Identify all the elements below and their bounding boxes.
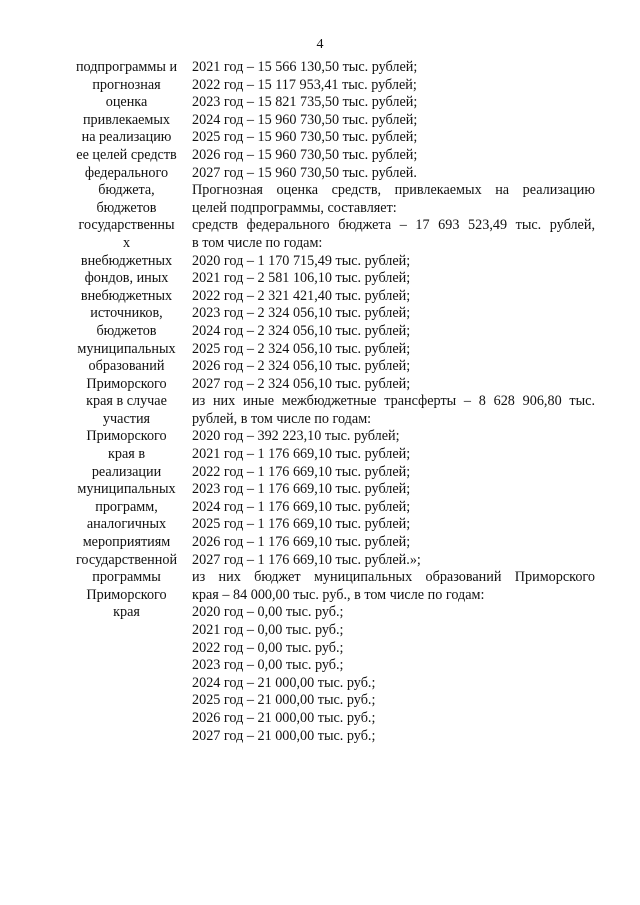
right-column-line: 2027 год – 1 176 669,10 тыс. рублей.»; [192,551,421,568]
right-column-line: 2021 год – 2 581 106,10 тыс. рублей; [192,270,411,287]
right-column-line: 2022 год – 0,00 тыс. руб.; [192,639,344,656]
left-column-line: края [113,604,140,621]
right-column-line: 2026 год – 15 960 730,50 тыс. рублей; [192,146,418,163]
left-column-line: привлекаемых [82,111,171,128]
right-column-line: 2024 год – 21 000,00 тыс. руб.; [192,674,376,691]
left-column-line: программы [92,569,161,586]
left-column-line: Приморского [86,375,167,392]
left-column-line: прогнозная [92,76,161,93]
right-column-line: рублей, в том числе по годам: [192,410,372,427]
left-column-line: аналогичных [86,516,167,533]
right-column-line: 2025 год – 15 960 730,50 тыс. рублей; [192,129,418,146]
left-column-line: Приморского [86,428,167,445]
left-column-line: бюджета, [98,182,155,199]
right-column-line: 2021 год – 1 176 669,10 тыс. рублей; [192,446,411,463]
left-column-line: государственны [78,217,175,234]
right-column-line: 2023 год – 1 176 669,10 тыс. рублей; [192,481,411,498]
page-number: 4 [316,37,324,52]
left-column-line: бюджетов [96,199,157,216]
left-column-line: источников, [90,305,163,322]
left-column-label [68,59,185,622]
left-column-line: муниципальных [77,340,176,357]
right-column-line: 2025 год – 1 176 669,10 тыс. рублей; [192,516,411,533]
left-column-line: бюджетов [96,322,157,339]
right-column-line: края – 84 000,00 тыс. руб., в том числе по годам: [192,586,485,603]
left-column-line: программ, [95,498,158,515]
right-column-line: целей подпрограммы, составляет: [192,199,397,216]
right-column-line: 2024 год – 1 176 669,10 тыс. рублей; [192,498,411,515]
left-column-line: реализации [91,463,162,480]
right-column-line: 2026 год – 2 324 056,10 тыс. рублей; [192,358,411,375]
left-column-line: края в [107,446,146,463]
right-column-line: 2026 год – 1 176 669,10 тыс. рублей; [192,534,411,551]
right-column-line: 2022 год – 2 321 421,40 тыс. рублей; [192,287,411,304]
left-column-line: края в случае [86,393,167,410]
left-column-line: федерального [84,164,169,181]
right-column-line: 2026 год – 21 000,00 тыс. руб.; [192,709,376,726]
right-column-line: 2022 год – 1 176 669,10 тыс. рублей; [192,463,411,480]
right-column-line: 2027 год – 2 324 056,10 тыс. рублей; [192,375,411,392]
left-column-line: оценка [105,94,148,111]
right-column-line: из них бюджет муниципальных образований Приморского [192,569,595,586]
left-column-line: муниципальных [77,481,176,498]
right-column-line: 2027 год – 15 960 730,50 тыс. рублей. [192,164,417,181]
left-column-line: участия [102,410,151,427]
right-column-content [192,59,595,745]
right-column-line: 2025 год – 2 324 056,10 тыс. рублей; [192,340,411,357]
left-column-line: подпрограммы и [75,59,178,75]
right-column-line: 2024 год – 2 324 056,10 тыс. рублей; [192,322,411,339]
right-column-line: 2021 год – 0,00 тыс. руб.; [192,622,344,638]
right-column-line: в том числе по годам: [192,234,323,251]
left-column-line: х [122,234,131,251]
right-column-line: 2021 год – 15 566 130,50 тыс. рублей; [192,59,418,75]
left-column-line: внебюджетных [80,287,173,304]
right-column-line: 2027 год – 21 000,00 тыс. руб.; [192,727,376,744]
right-column-line: 2023 год – 15 821 735,50 тыс. рублей; [192,94,418,111]
right-column-line: 2024 год – 15 960 730,50 тыс. рублей; [192,111,418,128]
right-column-line: Прогнозная оценка средств, привлекаемых на реализацию [192,182,595,199]
left-column-line: Приморского [86,586,167,603]
left-column-line: на реализацию [81,129,172,146]
right-column-line: 2022 год – 15 117 953,41 тыс. рублей; [192,76,417,93]
right-column-line: 2023 год – 0,00 тыс. руб.; [192,657,344,674]
right-column-line: 2025 год – 21 000,00 тыс. руб.; [192,692,376,709]
left-column-line: государственной [75,551,178,568]
right-column-line: 2020 год – 392 223,10 тыс. рублей; [192,428,400,445]
right-column-line: из них иные межбюджетные трансферты – 8 628 906,80 тыс. [192,393,595,410]
left-column-line: образований [88,358,165,375]
right-column-line: средств федерального бюджета – 17 693 523,49 тыс. рублей, [192,217,595,234]
right-column-line: 2023 год – 2 324 056,10 тыс. рублей; [192,305,411,322]
right-column-line: 2020 год – 1 170 715,49 тыс. рублей; [192,252,411,269]
left-column-line: внебюджетных [80,252,173,269]
left-column-line: ее целей средств [76,146,177,163]
left-column-line: мероприятиям [82,534,171,551]
right-column-line: 2020 год – 0,00 тыс. руб.; [192,604,344,621]
left-column-line: фондов, иных [84,270,169,287]
